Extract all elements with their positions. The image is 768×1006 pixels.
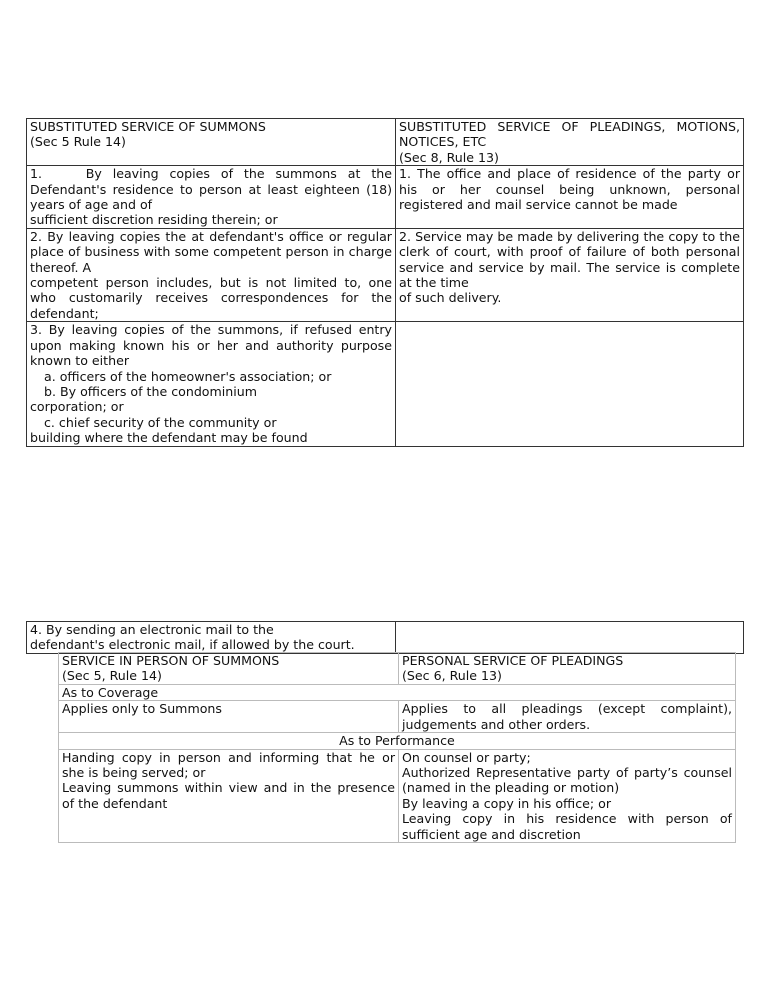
table-row [59, 701, 736, 733]
header-citation: (Sec 5 Rule 14) [30, 134, 126, 150]
header-title: SERVICE IN PERSON OF SUMMONS [62, 653, 280, 668]
header-citation: (Sec 6, Rule 13) [402, 668, 502, 684]
table-row [27, 228, 744, 321]
cell-summons-refused-entry: 3. By leaving copies of the summons, if refused entry upon making known his or her and authority purpose known to either a. officers of the homeowner's association; or b. By officers of the condominium corporation; or c. chief security of the community or building where the defendant may be found [27, 322, 396, 446]
cell-summons-email: 4. By sending an electronic mail to the defendant's electronic mail, if allowed by the court. [27, 622, 396, 654]
section-row-performance [59, 733, 736, 749]
empty-cell [396, 322, 744, 446]
cell-summons-residence: 1. By leaving copies of the summons at the Defendant's residence to person at least eighteen (18) years of age and of sufficient discretion residing therein; or [27, 166, 396, 229]
table-row [27, 622, 744, 654]
header-citation: (Sec 5, Rule 14) [62, 668, 162, 684]
header-cell-summons [27, 119, 396, 166]
cell-performance-pleadings: On counsel or party; Authorized Representative party of party’s counsel (named in the pleading or motion) By leaving a copy in his office; or Leaving copy in his residence with person of sufficient age and discretion [399, 749, 736, 842]
list-item: b. By officers of the condominium [44, 383, 258, 399]
list-item: a. officers of the homeowner's association; or [44, 368, 332, 384]
cell-pleadings-unknown: 1. The office and place of residence of the party or his or her counsel being unknown, personal registered and mail service cannot be made [396, 166, 744, 229]
table-header-row [27, 119, 744, 166]
section-row-coverage [59, 685, 736, 701]
header-cell-pleadings [396, 119, 744, 166]
cell-summons-office: 2. By leaving copies the at defendant's office or regular place of business with some competent person in charge thereof. A competent person includes, but is not limited to, one who customarily receives correspondences for the defendant; [27, 228, 396, 321]
cell-pleadings-clerk: 2. Service may be made by delivering the copy to the clerk of court, with proof of failure of both personal service and service by mail. The service is complete at the time of such delivery. [396, 228, 744, 321]
header-citation: (Sec 8, Rule 13) [399, 149, 499, 165]
cell-coverage-pleadings: Applies to all pleadings (except complaint), judgements and other orders. [399, 701, 736, 733]
section-label-performance: As to Performance [59, 733, 736, 749]
substituted-service-table [26, 118, 744, 447]
cell-coverage-summons: Applies only to Summons [59, 701, 399, 733]
header-title: SUBSTITUTED SERVICE OF PLEADINGS, MOTIONS, NOTICES, ETC [399, 119, 740, 150]
table-header-row [59, 653, 736, 685]
header-cell-service-in-person [59, 653, 399, 685]
empty-cell [396, 622, 744, 654]
personal-service-comparison-table [58, 652, 736, 843]
table-row [59, 749, 736, 842]
table-row [27, 322, 744, 446]
table-row [27, 166, 744, 229]
cell-performance-summons: Handing copy in person and informing that he or she is being served; or Leaving summons within view and in the presence of the defendant [59, 749, 399, 842]
header-cell-personal-service [399, 653, 736, 685]
header-title: PERSONAL SERVICE OF PLEADINGS [402, 653, 624, 668]
section-label-coverage: As to Coverage [59, 685, 736, 701]
substituted-service-table-continued [26, 621, 744, 654]
list-item: c. chief security of the community or [44, 414, 277, 430]
header-title: SUBSTITUTED SERVICE OF SUMMONS [30, 119, 266, 134]
